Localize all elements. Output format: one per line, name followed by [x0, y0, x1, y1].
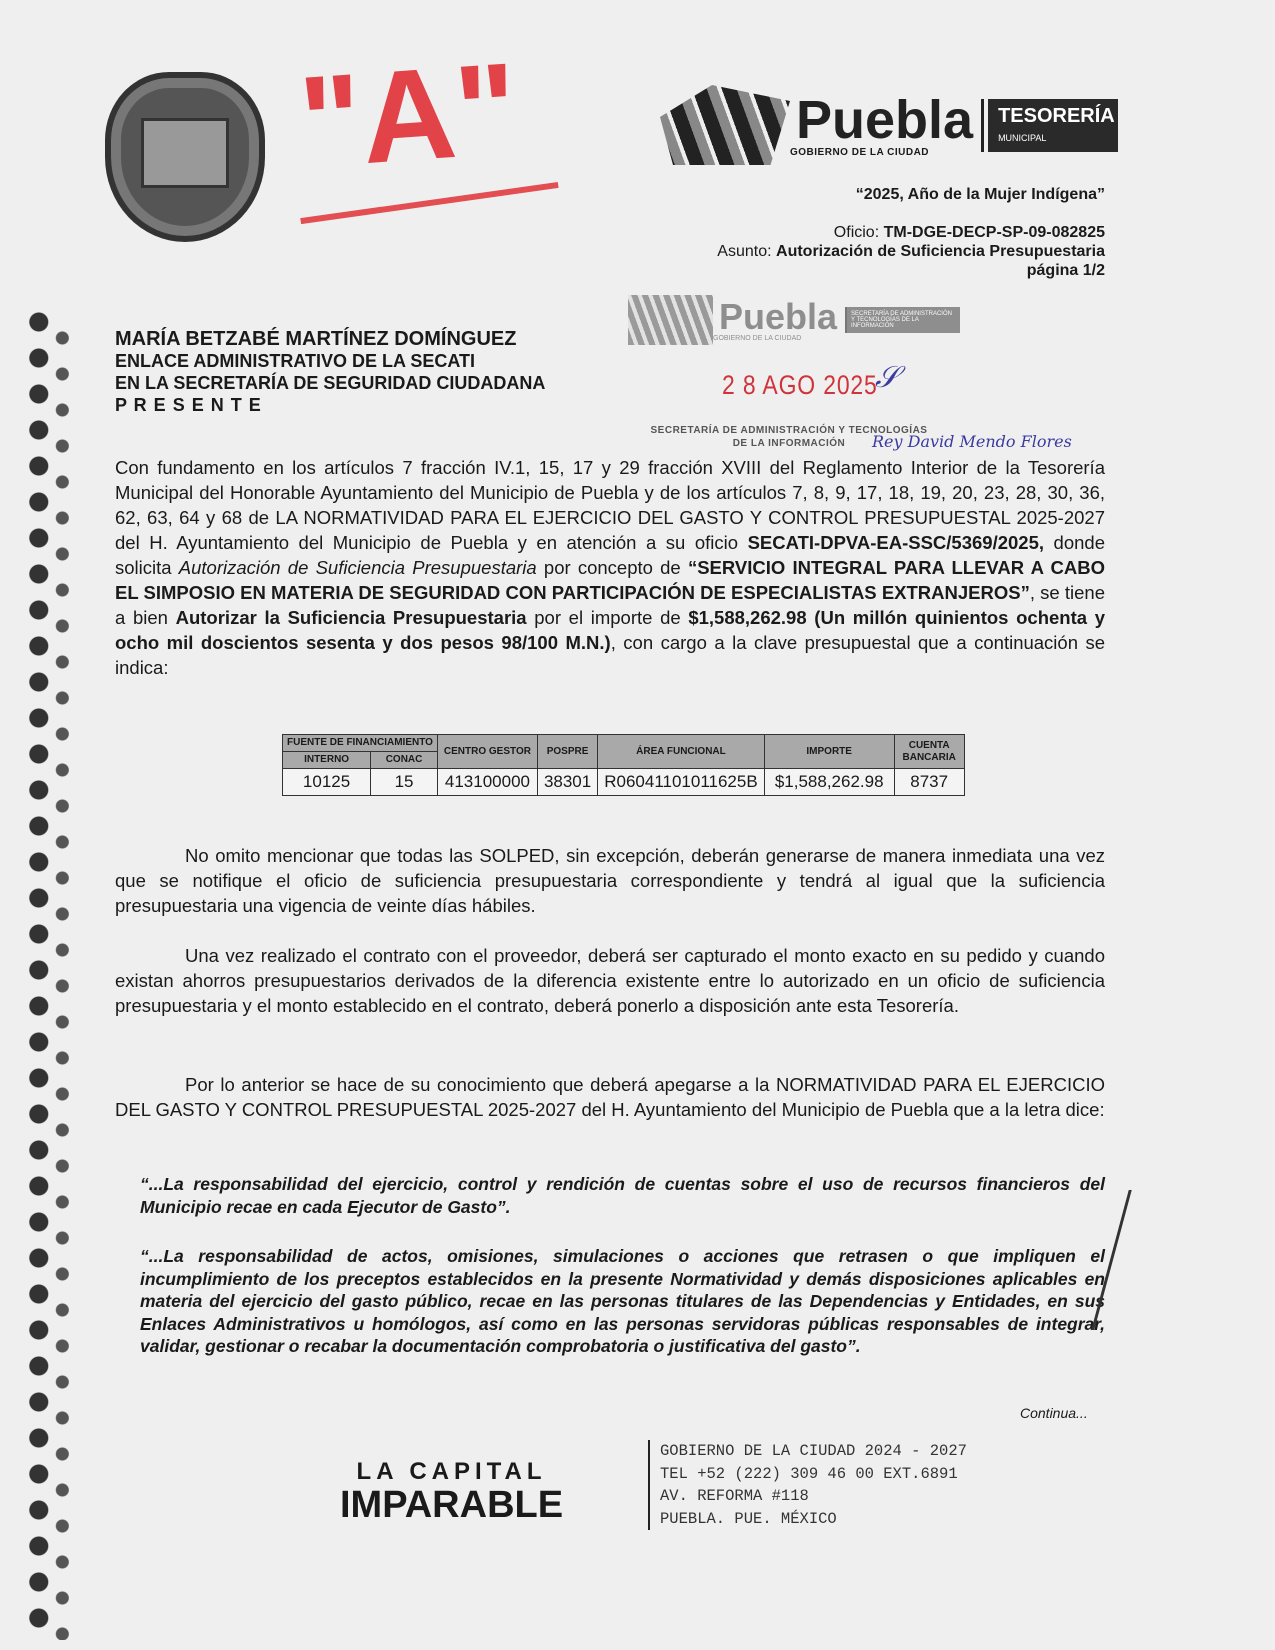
decorative-border [22, 310, 78, 1640]
table-header: CUENTA BANCARIA [894, 735, 964, 769]
paragraph-2: No omito mencionar que todas las SOLPED, sin excepción, deberán generarse de manera inmediata una vez que se notifique el oficio de suficiencia presupuestaria correspondiente y tendrá al igual que la suficiencia presupuestaria una vigencia de veinte días hábiles. [115, 845, 1105, 916]
text: por el importe de [526, 607, 689, 628]
cell: 38301 [537, 769, 597, 796]
oficio-label: Oficio: [833, 224, 880, 241]
stamp-dept-box: SECRETARÍA DE ADMINISTRACIÓN Y TECNOLOGÍAS DE LA INFORMACIÓN [845, 307, 960, 333]
footer-line: AV. REFORMA #118 [660, 1487, 809, 1505]
quote-1: “...La responsabilidad del ejercicio, control y rendición de cuentas sobre el uso de recursos financieros del Municipio recae en cada Ejecutor de Gasto”. [140, 1174, 1105, 1217]
footer-slogan-logo [340, 1458, 563, 1524]
footer-line: TEL +52 (222) 309 46 00 EXT.6891 [660, 1464, 958, 1483]
dept-box [988, 99, 1118, 152]
asunto-text: Autorización de Suficiencia Presupuestaria [776, 243, 1105, 260]
text: donde solicita [115, 532, 1105, 578]
text: Con fundamento en los artículos 7 fracción IV.1, 15, 17 y 29 fracción XVIII del Reglamento Interior de la Tesorería Municipal del Honorable Ayuntamiento del Municipio de Puebla y de los artículos 7, 8, 9, 17, 18, 19, 20, 23, 28, 30, 36, 62, 63, 64 y 68 de LA NORMATIVIDAD PARA EL EJERCICIO DEL GASTO Y CONTROL PRESUPUESTAL 2025-2027 del H. Ayuntamiento del Municipio de Puebla y en atención a su oficio [115, 457, 1105, 553]
logo-emblem [660, 85, 790, 165]
table-header: INTERNO [283, 752, 371, 769]
receiver-signature: Rey David Mendo Flores [872, 432, 1072, 451]
budget-table [282, 734, 965, 796]
cell: 8737 [894, 769, 964, 796]
table-header: ÁREA FUNCIONAL [598, 735, 764, 769]
table-header: CENTRO GESTOR [437, 735, 537, 769]
stamp-dept-line2: DE LA INFORMACIÓN [732, 438, 846, 449]
margin-signature [1091, 1190, 1219, 1330]
service-concept: “SERVICIO INTEGRAL PARA LLEVAR A CABO EL SIMPOSIO EN MATERIA DE SEGURIDAD CON PARTICIPACIÓN DE ESPECIALISTAS EXTRANJEROS” [115, 557, 1105, 603]
oficio-line [834, 224, 1105, 242]
table-row [283, 769, 965, 796]
text: por concepto de [536, 557, 688, 578]
cell: 10125 [283, 769, 371, 796]
handwritten-mark: "A" [295, 34, 522, 196]
table-header: IMPORTE [764, 735, 894, 769]
paragraph-3: Una vez realizado el contrato con el proveedor, deberá ser capturado el monto exacto en su pedido y cuando existan ahorros presupuestarios derivados de la diferencia existente entre lo autorizado en un oficio de suficiencia presupuestaria y el monto establecido en el contrato, deberá ponerlo a disposición ante esta Tesorería. [115, 945, 1105, 1016]
paragraph-1 [115, 455, 1105, 680]
amount: $1,588,262.98 (Un millón quinientos ochenta y ocho mil doscientos sesenta y dos pesos 98/100 M.N.) [115, 607, 1105, 653]
dept-sub: MUNICIPAL [998, 132, 1047, 143]
puebla-tesoreria-logo [660, 85, 1118, 165]
quote-2: “...La responsabilidad de actos, omisiones, simulaciones o acciones que retrasen o que impliquen el incumplimiento de los preceptos establecidos en la presente Normatividad y demás disposiciones aplicables en materia del ejercicio del gasto público, recae en las personas titulares de las Dependencias y Entidades, en sus Enlaces Administrativos u homólogos, así como en las personas servidoras públicas responsables de integrar, validar, gestionar o recabar la documentación comprobatoria o justificativa del gasto”. [140, 1246, 1105, 1356]
cell: $1,588,262.98 [764, 769, 894, 796]
reception-date: 2 8 AGO 2025 [722, 370, 878, 400]
table-group-header: FUENTE DE FINANCIAMIENTO [283, 735, 438, 752]
stamp-emblem [628, 295, 713, 345]
asunto-label: Asunto: [717, 243, 772, 260]
table-header: CONAC [371, 752, 438, 769]
slogan-line2: IMPARABLE [340, 1484, 564, 1526]
motto: “2025, Año de la Mujer Indígena” [855, 186, 1105, 203]
initials-signature: 𝒮 [875, 360, 899, 395]
recipient-block [115, 328, 545, 416]
presente: P R E S E N T E [115, 395, 262, 415]
stamp-logo-word: Puebla [719, 295, 838, 337]
text: , con cargo a la clave presupuestal que a continuación se indica: [115, 632, 1106, 678]
footer-line: GOBIERNO DE LA CIUDAD 2024 - 2027 [660, 1442, 967, 1460]
footer-contact [648, 1440, 967, 1530]
recipient-name: MARÍA BETZABÉ MARTÍNEZ DOMÍNGUEZ [115, 328, 517, 350]
dept-name: TESORERÍA [998, 104, 1115, 127]
stamp-dept-line1: SECRETARÍA DE ADMINISTRACIÓN Y TECNOLOGÍAS [650, 425, 928, 436]
slogan-line1: LA CAPITAL [356, 1458, 547, 1485]
footer-line: PUEBLA. PUE. MÉXICO [660, 1509, 837, 1528]
table-header: POSPRE [537, 735, 597, 769]
cell: 413100000 [437, 769, 537, 796]
seal-emblem [141, 118, 229, 188]
text: , se tiene a bien [115, 582, 1105, 628]
recipient-role1: ENLACE ADMINISTRATIVO DE LA SECATI [115, 351, 475, 371]
municipal-seal [105, 72, 265, 242]
continua: Continua... [1020, 1405, 1088, 1421]
cell: R06041101011625B [598, 769, 764, 796]
asunto-line [717, 243, 1105, 261]
recipient-role2: EN LA SECRETARÍA DE SEGURIDAD CIUDADANA [115, 373, 546, 393]
request-oficio: SECATI-DPVA-EA-SSC/5369/2025, [747, 532, 1045, 553]
text-italic: Autorización de Suficiencia Presupuestaria [178, 557, 537, 578]
oficio-number: TM-DGE-DECP-SP-09-082825 [883, 224, 1105, 241]
logo-word: Puebla [796, 89, 974, 150]
authorization: Autorizar la Suficiencia Presupuestaria [175, 607, 527, 628]
stamp-logo-sub: GOBIERNO DE LA CIUDAD [713, 334, 802, 342]
cell: 15 [371, 769, 438, 796]
logo-sub: GOBIERNO DE LA CIUDAD [790, 146, 930, 158]
paragraph-4: Por lo anterior se hace de su conocimiento que deberá apegarse a la NORMATIVIDAD PARA EL EJERCICIO DEL GASTO Y CONTROL PRESUPUESTAL 2025-2027 del H. Ayuntamiento del Municipio de Puebla que a la letra dice: [115, 1074, 1105, 1120]
reception-stamp-logo [628, 295, 960, 345]
page-number: página 1/2 [1026, 262, 1105, 279]
